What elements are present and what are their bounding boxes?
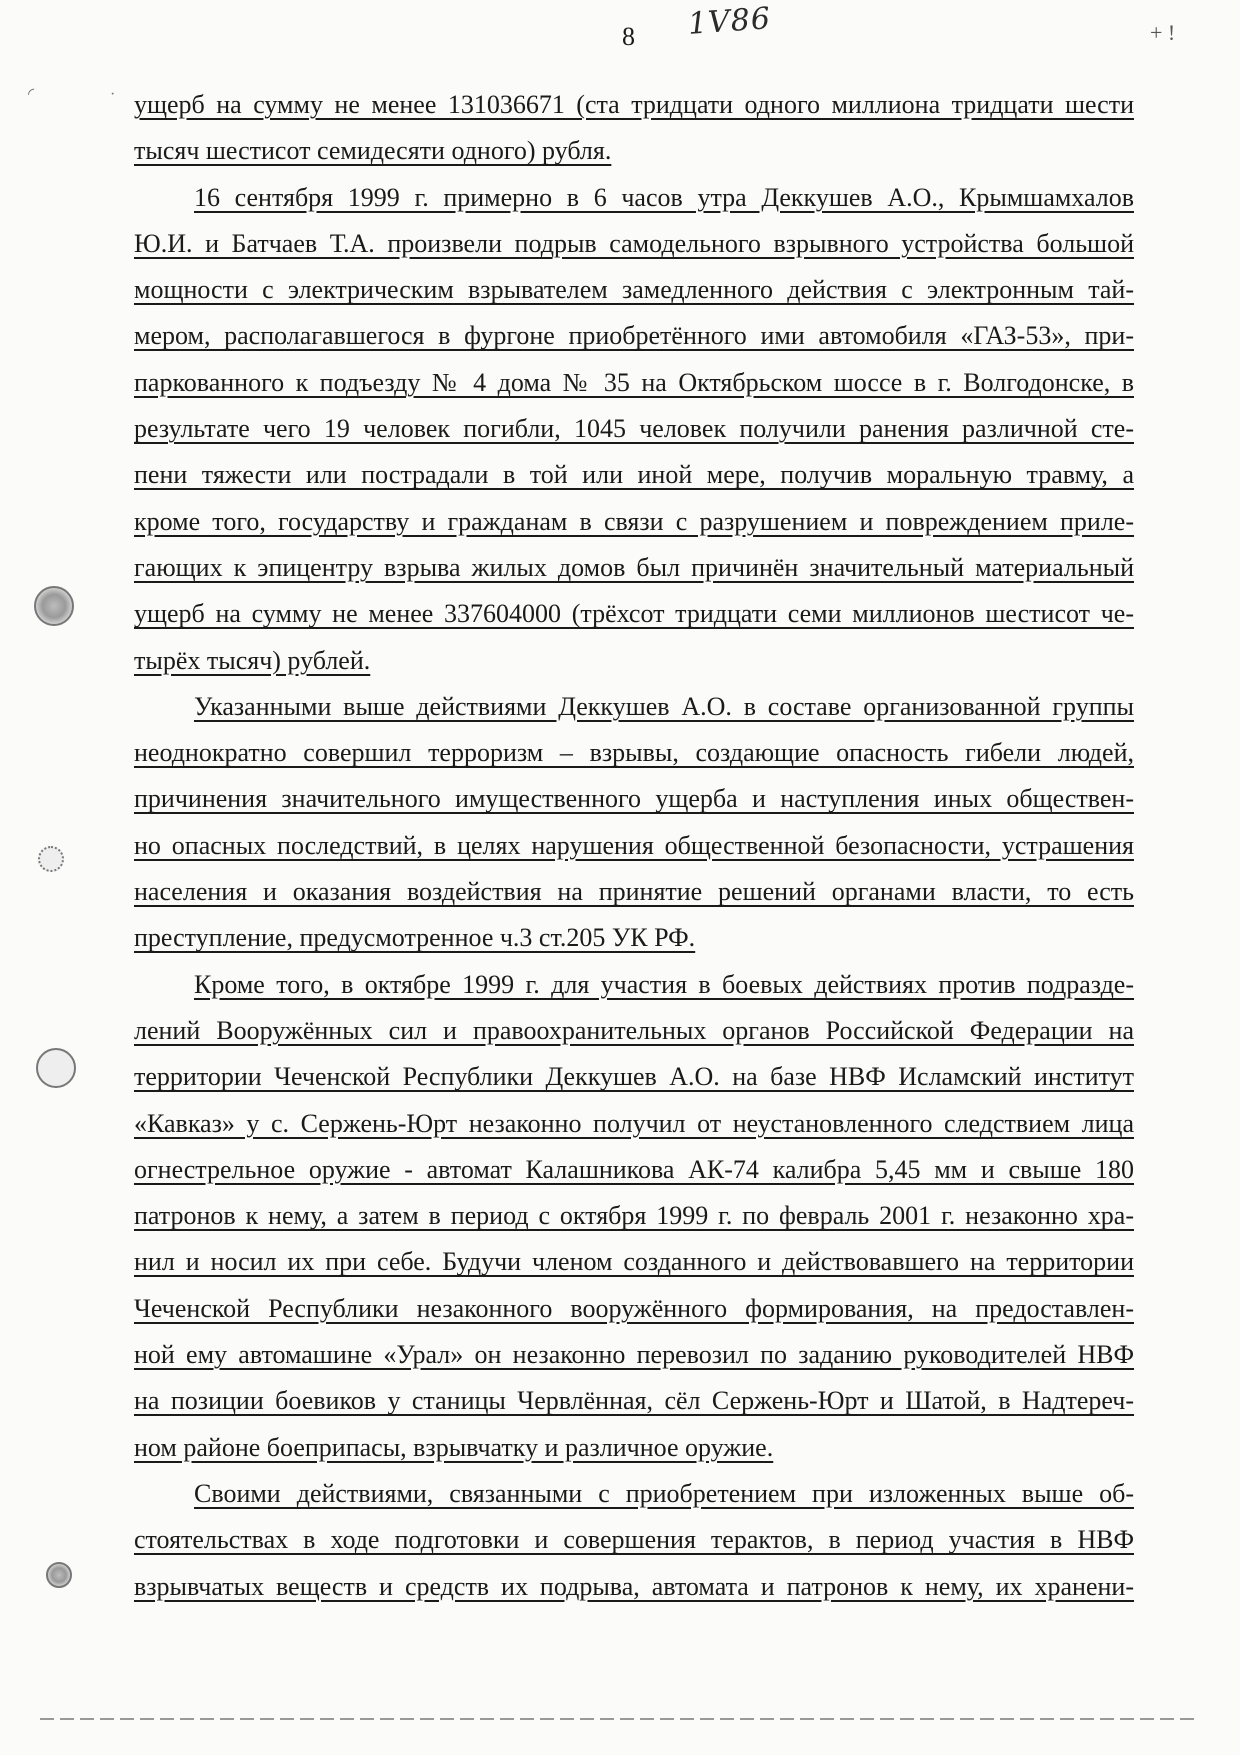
text-line-content: неоднократно совершил терроризм – взрывы, создающие опасность гибели людей, xyxy=(134,738,1134,768)
text-line xyxy=(134,313,1134,359)
text-line-content: населения и оказания воздействия на принятие решений органами власти, то есть xyxy=(134,877,1134,907)
text-line-content: пени тяжести или пострадали в той или иной мере, получив моральную травму, а xyxy=(134,460,1134,490)
text-line xyxy=(134,1054,1134,1100)
text-line xyxy=(134,360,1134,406)
text-line xyxy=(134,962,1134,1008)
punch-hole xyxy=(34,586,74,626)
margin-mark: · xyxy=(110,86,116,103)
text-line xyxy=(134,545,1134,591)
text-line-content: ной ему автомашине «Урал» он незаконно перевозил по заданию руководителей НВФ xyxy=(134,1340,1134,1370)
text-line xyxy=(134,1378,1134,1424)
text-line-content: стоятельствах в ходе подготовки и совершения терактов, в период участия в НВФ xyxy=(134,1525,1134,1555)
text-line xyxy=(134,1517,1134,1563)
text-line-content: Указанными выше действиями Деккушев А.О. в составе организованной группы xyxy=(194,691,1134,721)
text-line-content: Ю.И. и Батчаев Т.А. произвели подрыв самодельного взрывного устройства большой xyxy=(134,228,1134,258)
text-line xyxy=(134,82,1134,128)
text-line-content: тырёх тысяч) рублей. xyxy=(134,645,371,675)
document-body xyxy=(134,82,1134,1610)
text-line xyxy=(134,1101,1134,1147)
page-number: 8 xyxy=(622,22,635,51)
margin-mark: ◜ xyxy=(28,86,35,103)
corner-mark: + ! xyxy=(1150,20,1176,45)
text-line xyxy=(134,638,1134,684)
text-line-content: нил и носил их при себе. Будучи членом созданного и действовавшего на территории xyxy=(134,1247,1134,1277)
punch-hole xyxy=(46,1562,72,1588)
text-line xyxy=(134,175,1134,221)
text-line-content: ном районе боеприпасы, взрывчатку и различное оружие. xyxy=(134,1432,774,1462)
text-line-content: Чеченской Республики незаконного вооружённого формирования, на предоставлен- xyxy=(134,1293,1134,1323)
text-line-content: Кроме того, в октябре 1999 г. для участия в боевых действиях против подразде- xyxy=(194,969,1134,999)
text-line-content: 16 сентября 1999 г. примерно в 6 часов утра Деккушев А.О., Крымшамхалов xyxy=(194,182,1134,212)
text-line-content: ущерб на сумму не менее 131036671 (ста тридцати одного миллиона тридцати шести xyxy=(134,90,1134,119)
text-line-content: мером, располагавшегося в фургоне приобретённого ими автомобиля «ГАЗ-53», при- xyxy=(134,321,1134,351)
text-line-content: мощности с электрическим взрывателем замедленного действия с электронным тай- xyxy=(134,275,1134,305)
text-line xyxy=(134,776,1134,822)
text-line-content: тысяч шестисот семидесяти одного) рубля. xyxy=(134,136,612,166)
handwritten-note: 1V86 xyxy=(686,1,773,42)
text-line xyxy=(134,1008,1134,1054)
text-line xyxy=(134,823,1134,869)
text-line-content: взрывчатых веществ и средств их подрыва, автомата и патронов к нему, их хранени- xyxy=(134,1571,1134,1601)
text-line xyxy=(134,684,1134,730)
text-line-content: ущерб на сумму не менее 337604000 (трёхсот тридцати семи миллионов шестисот че- xyxy=(134,599,1134,629)
scan-edge xyxy=(40,1718,1200,1720)
text-line-content: но опасных последствий, в целях нарушения общественной безопасности, устрашения xyxy=(134,830,1134,860)
text-line xyxy=(134,1471,1134,1517)
text-line xyxy=(134,1193,1134,1239)
text-line-content: лений Вооружённых сил и правоохранительных органов Российской Федерации на xyxy=(134,1015,1134,1045)
text-line-content: «Кавказ» у с. Сержень-Юрт незаконно получил от неустановленного следствием лица xyxy=(134,1108,1134,1138)
text-line xyxy=(134,1332,1134,1378)
text-line-content: территории Чеченской Республики Деккушев А.О. на базе НВФ Исламский институт xyxy=(134,1062,1134,1092)
punch-hole xyxy=(36,1048,76,1088)
text-line-content: паркованного к подъезду № 4 дома № 35 на Октябрьском шоссе в г. Волгодонске, в xyxy=(134,367,1134,397)
text-line xyxy=(134,1286,1134,1332)
text-line xyxy=(134,221,1134,267)
text-line xyxy=(134,128,1134,174)
text-line-content: причинения значительного имущественного ущерба и наступления иных обществен- xyxy=(134,784,1134,814)
text-line xyxy=(134,869,1134,915)
text-line xyxy=(134,452,1134,498)
text-line xyxy=(134,406,1134,452)
text-line xyxy=(134,499,1134,545)
text-line-content: гающих к эпицентру взрыва жилых домов был причинён значительный материальный xyxy=(134,552,1134,582)
text-line-content: преступление, предусмотренное ч.3 ст.205 УК РФ. xyxy=(134,923,696,953)
text-line xyxy=(134,1239,1134,1285)
punch-hole xyxy=(38,846,64,872)
text-line xyxy=(134,1564,1134,1610)
text-line xyxy=(134,1147,1134,1193)
text-line-content: на позиции боевиков у станицы Червлённая, сёл Сержень-Юрт и Шатой, в Надтереч- xyxy=(134,1386,1134,1416)
text-line-content: кроме того, государству и гражданам в связи с разрушением и повреждением приле- xyxy=(134,506,1134,536)
text-line xyxy=(134,1425,1134,1471)
text-line xyxy=(134,915,1134,961)
text-line-content: патронов к нему, а затем в период с октября 1999 г. по февраль 2001 г. незаконно хра- xyxy=(134,1201,1134,1231)
text-line-content: Своими действиями, связанными с приобретением при изложенных выше об- xyxy=(194,1478,1134,1508)
text-line-content: результате чего 19 человек погибли, 1045 человек получили ранения различной сте- xyxy=(134,414,1134,444)
text-line xyxy=(134,730,1134,776)
text-line-content: огнестрельное оружие - автомат Калашникова АК-74 калибра 5,45 мм и свыше 180 xyxy=(134,1154,1134,1184)
text-line xyxy=(134,591,1134,637)
text-line xyxy=(134,267,1134,313)
